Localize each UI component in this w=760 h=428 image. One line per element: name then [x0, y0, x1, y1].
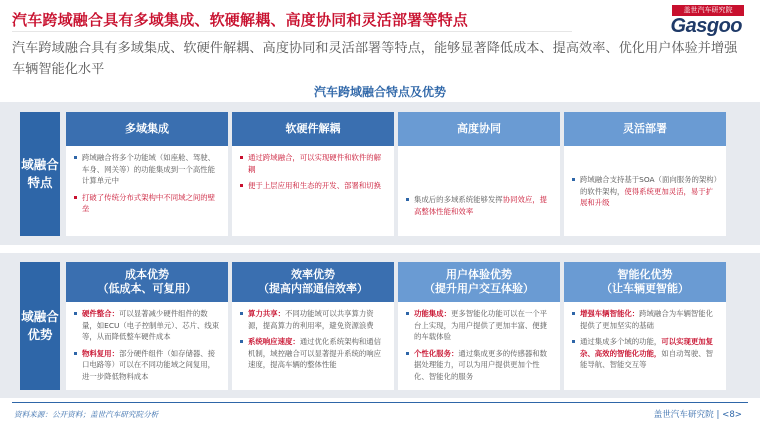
feature-bullet: 集成后的多域系统能够发挥协同效应，提高整体性能和效率: [406, 194, 552, 217]
advantage-col-cost: [66, 262, 228, 390]
feature-bullet: 跨域融合将多个功能域（如座舱、驾驶、车身、网关等）的功能集成到一个高性能计算单元中: [74, 152, 220, 187]
feature-bullet: 便于上层应用和生态的开发、部署和切换: [240, 180, 386, 192]
advantage-bullet: 通过集成多个域的功能，可以实现更加复杂、高效的智能化功能，如自动驾驶、智能导航、智能交互等: [572, 336, 718, 371]
advantages-row-label: 域融合优势: [20, 262, 60, 390]
title-divider: [12, 31, 572, 32]
gasgoo-logo: [634, 4, 744, 38]
advantage-bullet: 物料复用：部分硬件组件（如存储器、接口电路等）可以在不同功能域之间复用，进一步降低物料成本: [74, 348, 220, 383]
footer-divider: [12, 402, 748, 403]
feature-bullet: 通过跨域融合，可以实现硬件和软件的解耦: [240, 152, 386, 175]
advantage-bullet: 个性化服务：通过集成更多的传感器和数据处理能力，可以为用户提供更加个性化、智能化的服务: [406, 348, 552, 383]
feature-bullet: 跨域融合支持基于SOA（面向服务的架构）的软件架构，使得系统更加灵活，易于扩展和升级: [572, 174, 718, 209]
section-title: 汽车跨域融合特点及优势: [313, 85, 446, 99]
feature-col-multidomain: [66, 112, 228, 236]
feature-bullet: 打破了传统分布式架构中不同域之间的壁垒: [74, 192, 220, 215]
advantage-bullet: 功能集成：更多智能化功能可以在一个平台上实现，为用户提供了更加丰富、便捷的车载体验: [406, 308, 552, 343]
feature-head: 多域集成: [66, 112, 228, 146]
advantage-head: 效率优势 （提高内部通信效率）: [232, 262, 394, 302]
advantage-col-intelligence: [564, 262, 726, 390]
advantage-bullet: 增强车辆智能化：跨域融合为车辆智能化提供了更加坚实的基础: [572, 308, 718, 331]
advantage-bullet: 硬件整合：可以显著减少硬件组件的数量，如ECU（电子控制单元）、芯片、线束等，从而降低整车硬件成本: [74, 308, 220, 343]
advantage-head: 智能化优势 （让车辆更智能）: [564, 262, 726, 302]
feature-head: 灵活部署: [564, 112, 726, 146]
feature-col-flexible: [564, 112, 726, 236]
feature-col-decoupling: [232, 112, 394, 236]
page-number: 盖世汽车研究院 | <8>: [653, 410, 742, 420]
advantage-bullet: 算力共享：不同功能域可以共享算力资源，提高算力的利用率，避免资源浪费: [240, 308, 386, 331]
advantage-col-user-experience: [398, 262, 560, 390]
features-row-label: 域融合特点: [20, 112, 60, 236]
page-title: 汽车跨域融合具有多域集成、软硬解耦、高度协同和灵活部署等特点: [12, 11, 469, 29]
feature-col-collaboration: [398, 112, 560, 236]
logo-brand-cn: 盖世汽车研究院: [672, 5, 744, 16]
feature-head: 高度协同: [398, 112, 560, 146]
advantage-bullet: 系统响应速度：通过优化系统架构和通信机制，域控融合可以显著提升系统的响应速度，提高车辆的整体性能: [240, 336, 386, 371]
feature-head: 软硬件解耦: [232, 112, 394, 146]
page-subtitle: 汽车跨域融合具有多域集成、软硬件解耦、高度协同和灵活部署等特点，能够显著降低成本、提高效率、优化用户体验并增强车辆智能化水平: [12, 41, 738, 77]
advantage-col-efficiency: [232, 262, 394, 390]
advantage-head: 用户体验优势 （提升用户交互体验）: [398, 262, 560, 302]
advantage-head: 成本优势 （低成本、可复用）: [66, 262, 228, 302]
logo-brand-en: Gasgoo: [670, 15, 742, 37]
source-note: 资料来源：公开资料；盖世汽车研究院分析: [14, 410, 159, 419]
